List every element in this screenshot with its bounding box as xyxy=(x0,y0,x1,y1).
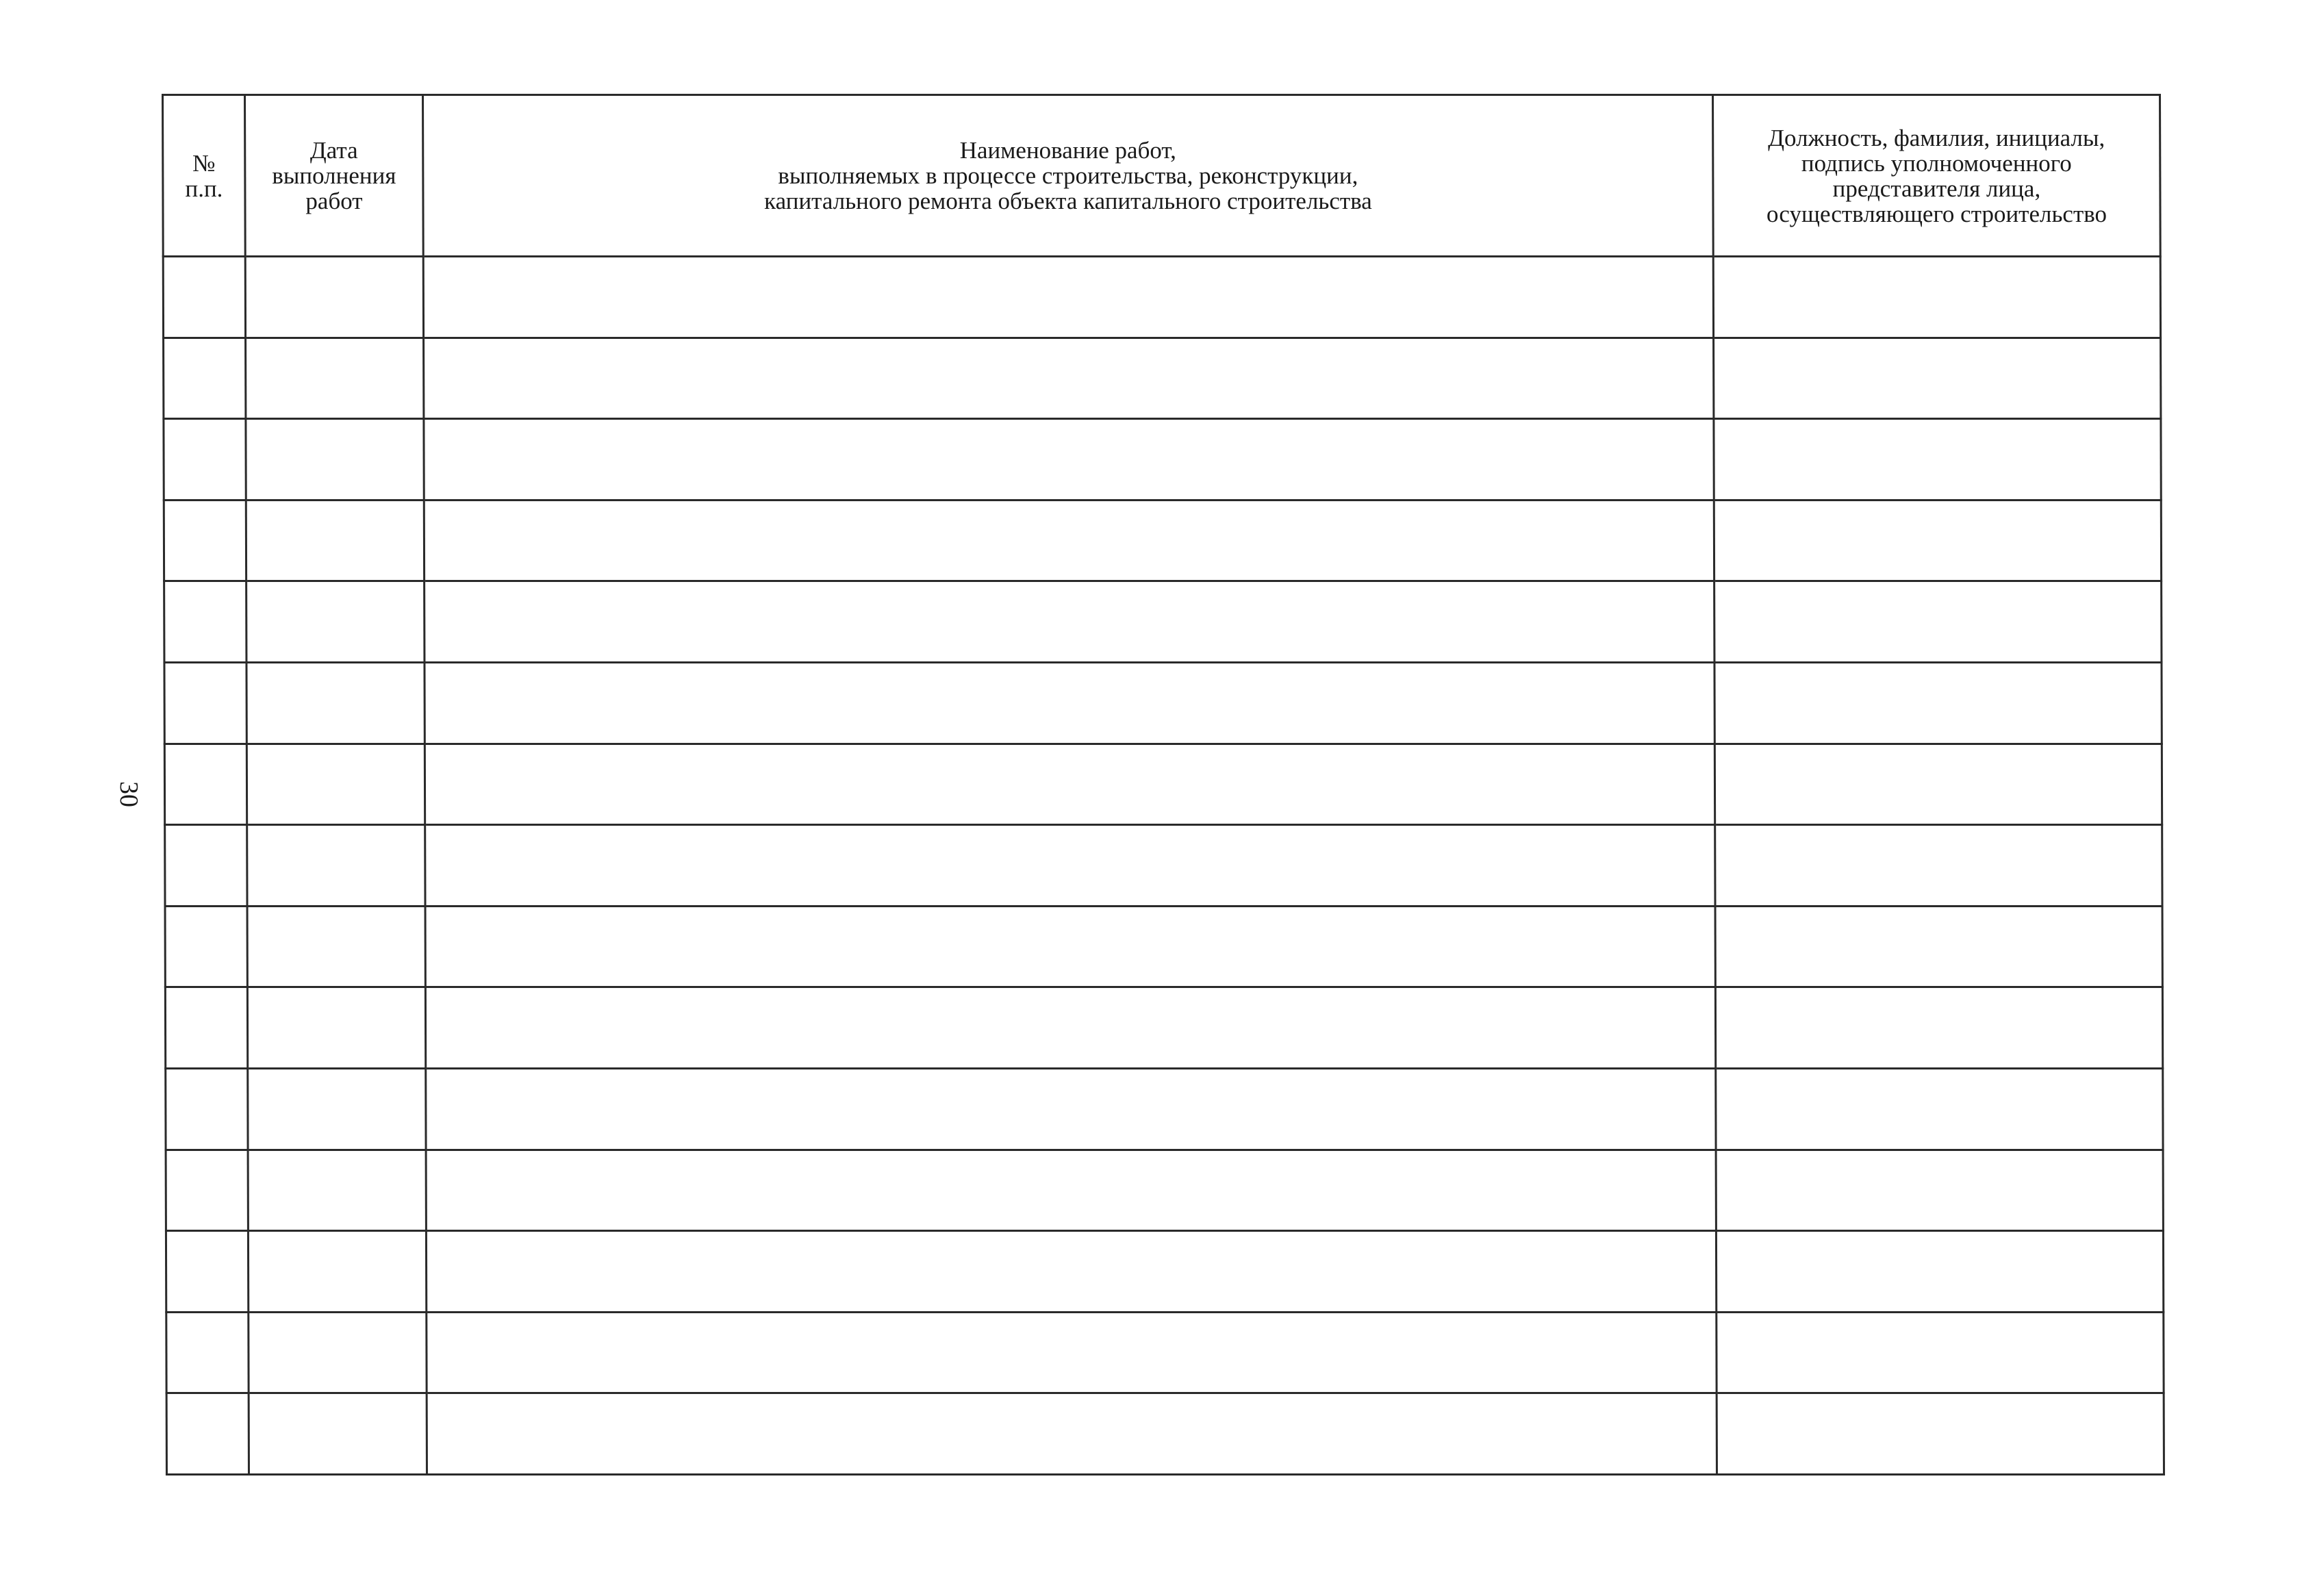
cell-number[interactable] xyxy=(165,906,247,987)
cell-signatory[interactable] xyxy=(1716,1150,2163,1231)
cell-signatory[interactable] xyxy=(1715,825,2162,907)
cell-date[interactable] xyxy=(249,1393,427,1475)
cell-number[interactable] xyxy=(166,1068,248,1150)
cell-date[interactable] xyxy=(248,1150,426,1231)
cell-signatory[interactable] xyxy=(1717,1393,2164,1475)
cell-number[interactable] xyxy=(164,338,246,419)
cell-date[interactable] xyxy=(249,1312,427,1393)
header-date: Дата выполнения работ xyxy=(245,95,424,257)
cell-number[interactable] xyxy=(163,257,245,338)
cell-signatory[interactable] xyxy=(1714,419,2161,501)
cell-number[interactable] xyxy=(164,500,246,581)
cell-date[interactable] xyxy=(246,419,424,501)
table-row xyxy=(166,1150,2163,1231)
cell-signatory[interactable] xyxy=(1716,1068,2163,1150)
cell-date[interactable] xyxy=(246,744,425,825)
cell-work-name[interactable] xyxy=(426,1068,1716,1150)
table-row xyxy=(165,906,2162,987)
cell-work-name[interactable] xyxy=(425,906,1715,987)
cell-date[interactable] xyxy=(246,662,425,744)
cell-number[interactable] xyxy=(165,825,247,907)
cell-work-name[interactable] xyxy=(425,744,1714,825)
cell-signatory[interactable] xyxy=(1715,987,2162,1069)
cell-signatory[interactable] xyxy=(1714,500,2161,581)
cell-signatory[interactable] xyxy=(1717,1312,2164,1393)
cell-date[interactable] xyxy=(247,825,425,907)
cell-signatory[interactable] xyxy=(1715,906,2162,987)
header-number: № п.п. xyxy=(163,95,246,257)
cell-date[interactable] xyxy=(248,1231,426,1313)
cell-date[interactable] xyxy=(245,257,423,338)
cell-number[interactable] xyxy=(166,1231,248,1313)
table-header-row xyxy=(163,95,2161,257)
table-row xyxy=(164,338,2161,419)
table-row xyxy=(164,581,2162,663)
cell-date[interactable] xyxy=(246,581,425,663)
table-body xyxy=(163,257,2164,1475)
cell-number[interactable] xyxy=(166,1393,249,1475)
cell-number[interactable] xyxy=(164,662,246,744)
cell-date[interactable] xyxy=(247,906,425,987)
cell-work-name[interactable] xyxy=(424,500,1714,581)
cell-work-name[interactable] xyxy=(425,581,1714,663)
table-row xyxy=(164,744,2162,825)
cell-work-name[interactable] xyxy=(427,1393,1717,1475)
table-row xyxy=(166,1068,2163,1150)
work-log-table xyxy=(162,94,2165,1475)
cell-work-name[interactable] xyxy=(425,825,1715,907)
cell-date[interactable] xyxy=(246,500,424,581)
table-row xyxy=(164,419,2161,501)
cell-work-name[interactable] xyxy=(424,419,1714,501)
cell-signatory[interactable] xyxy=(1716,1231,2163,1313)
cell-number[interactable] xyxy=(164,419,246,501)
table-row xyxy=(165,987,2162,1069)
cell-number[interactable] xyxy=(164,581,246,663)
cell-number[interactable] xyxy=(164,744,246,825)
cell-work-name[interactable] xyxy=(426,1150,1716,1231)
cell-signatory[interactable] xyxy=(1714,744,2162,825)
table-row xyxy=(164,500,2161,581)
cell-signatory[interactable] xyxy=(1713,257,2160,338)
header-work-name: Наименование работ, выполняемых в процессе строительства, реконструкции, капитального ремонта объекта капитального строительства xyxy=(423,95,1714,257)
cell-number[interactable] xyxy=(165,987,247,1069)
table-row xyxy=(166,1312,2164,1393)
table-row xyxy=(163,257,2160,338)
table-row xyxy=(166,1231,2163,1313)
cell-work-name[interactable] xyxy=(425,987,1715,1069)
cell-signatory[interactable] xyxy=(1714,581,2162,663)
cell-work-name[interactable] xyxy=(425,662,1714,744)
cell-work-name[interactable] xyxy=(424,338,1714,419)
page-number: 30 xyxy=(114,781,143,807)
cell-date[interactable] xyxy=(246,338,424,419)
cell-number[interactable] xyxy=(166,1150,248,1231)
table-row xyxy=(165,825,2162,907)
cell-signatory[interactable] xyxy=(1714,662,2162,744)
cell-date[interactable] xyxy=(248,1068,426,1150)
header-signatory: Должность, фамилия, инициалы, подпись уполномоченного представителя лица, осуществляющего строительство xyxy=(1713,95,2161,257)
table-row xyxy=(164,662,2162,744)
cell-work-name[interactable] xyxy=(426,1231,1716,1313)
cell-signatory[interactable] xyxy=(1714,338,2161,419)
cell-work-name[interactable] xyxy=(423,257,1713,338)
cell-date[interactable] xyxy=(247,987,425,1069)
table-row xyxy=(166,1393,2164,1475)
cell-work-name[interactable] xyxy=(427,1312,1717,1393)
cell-number[interactable] xyxy=(166,1312,249,1393)
